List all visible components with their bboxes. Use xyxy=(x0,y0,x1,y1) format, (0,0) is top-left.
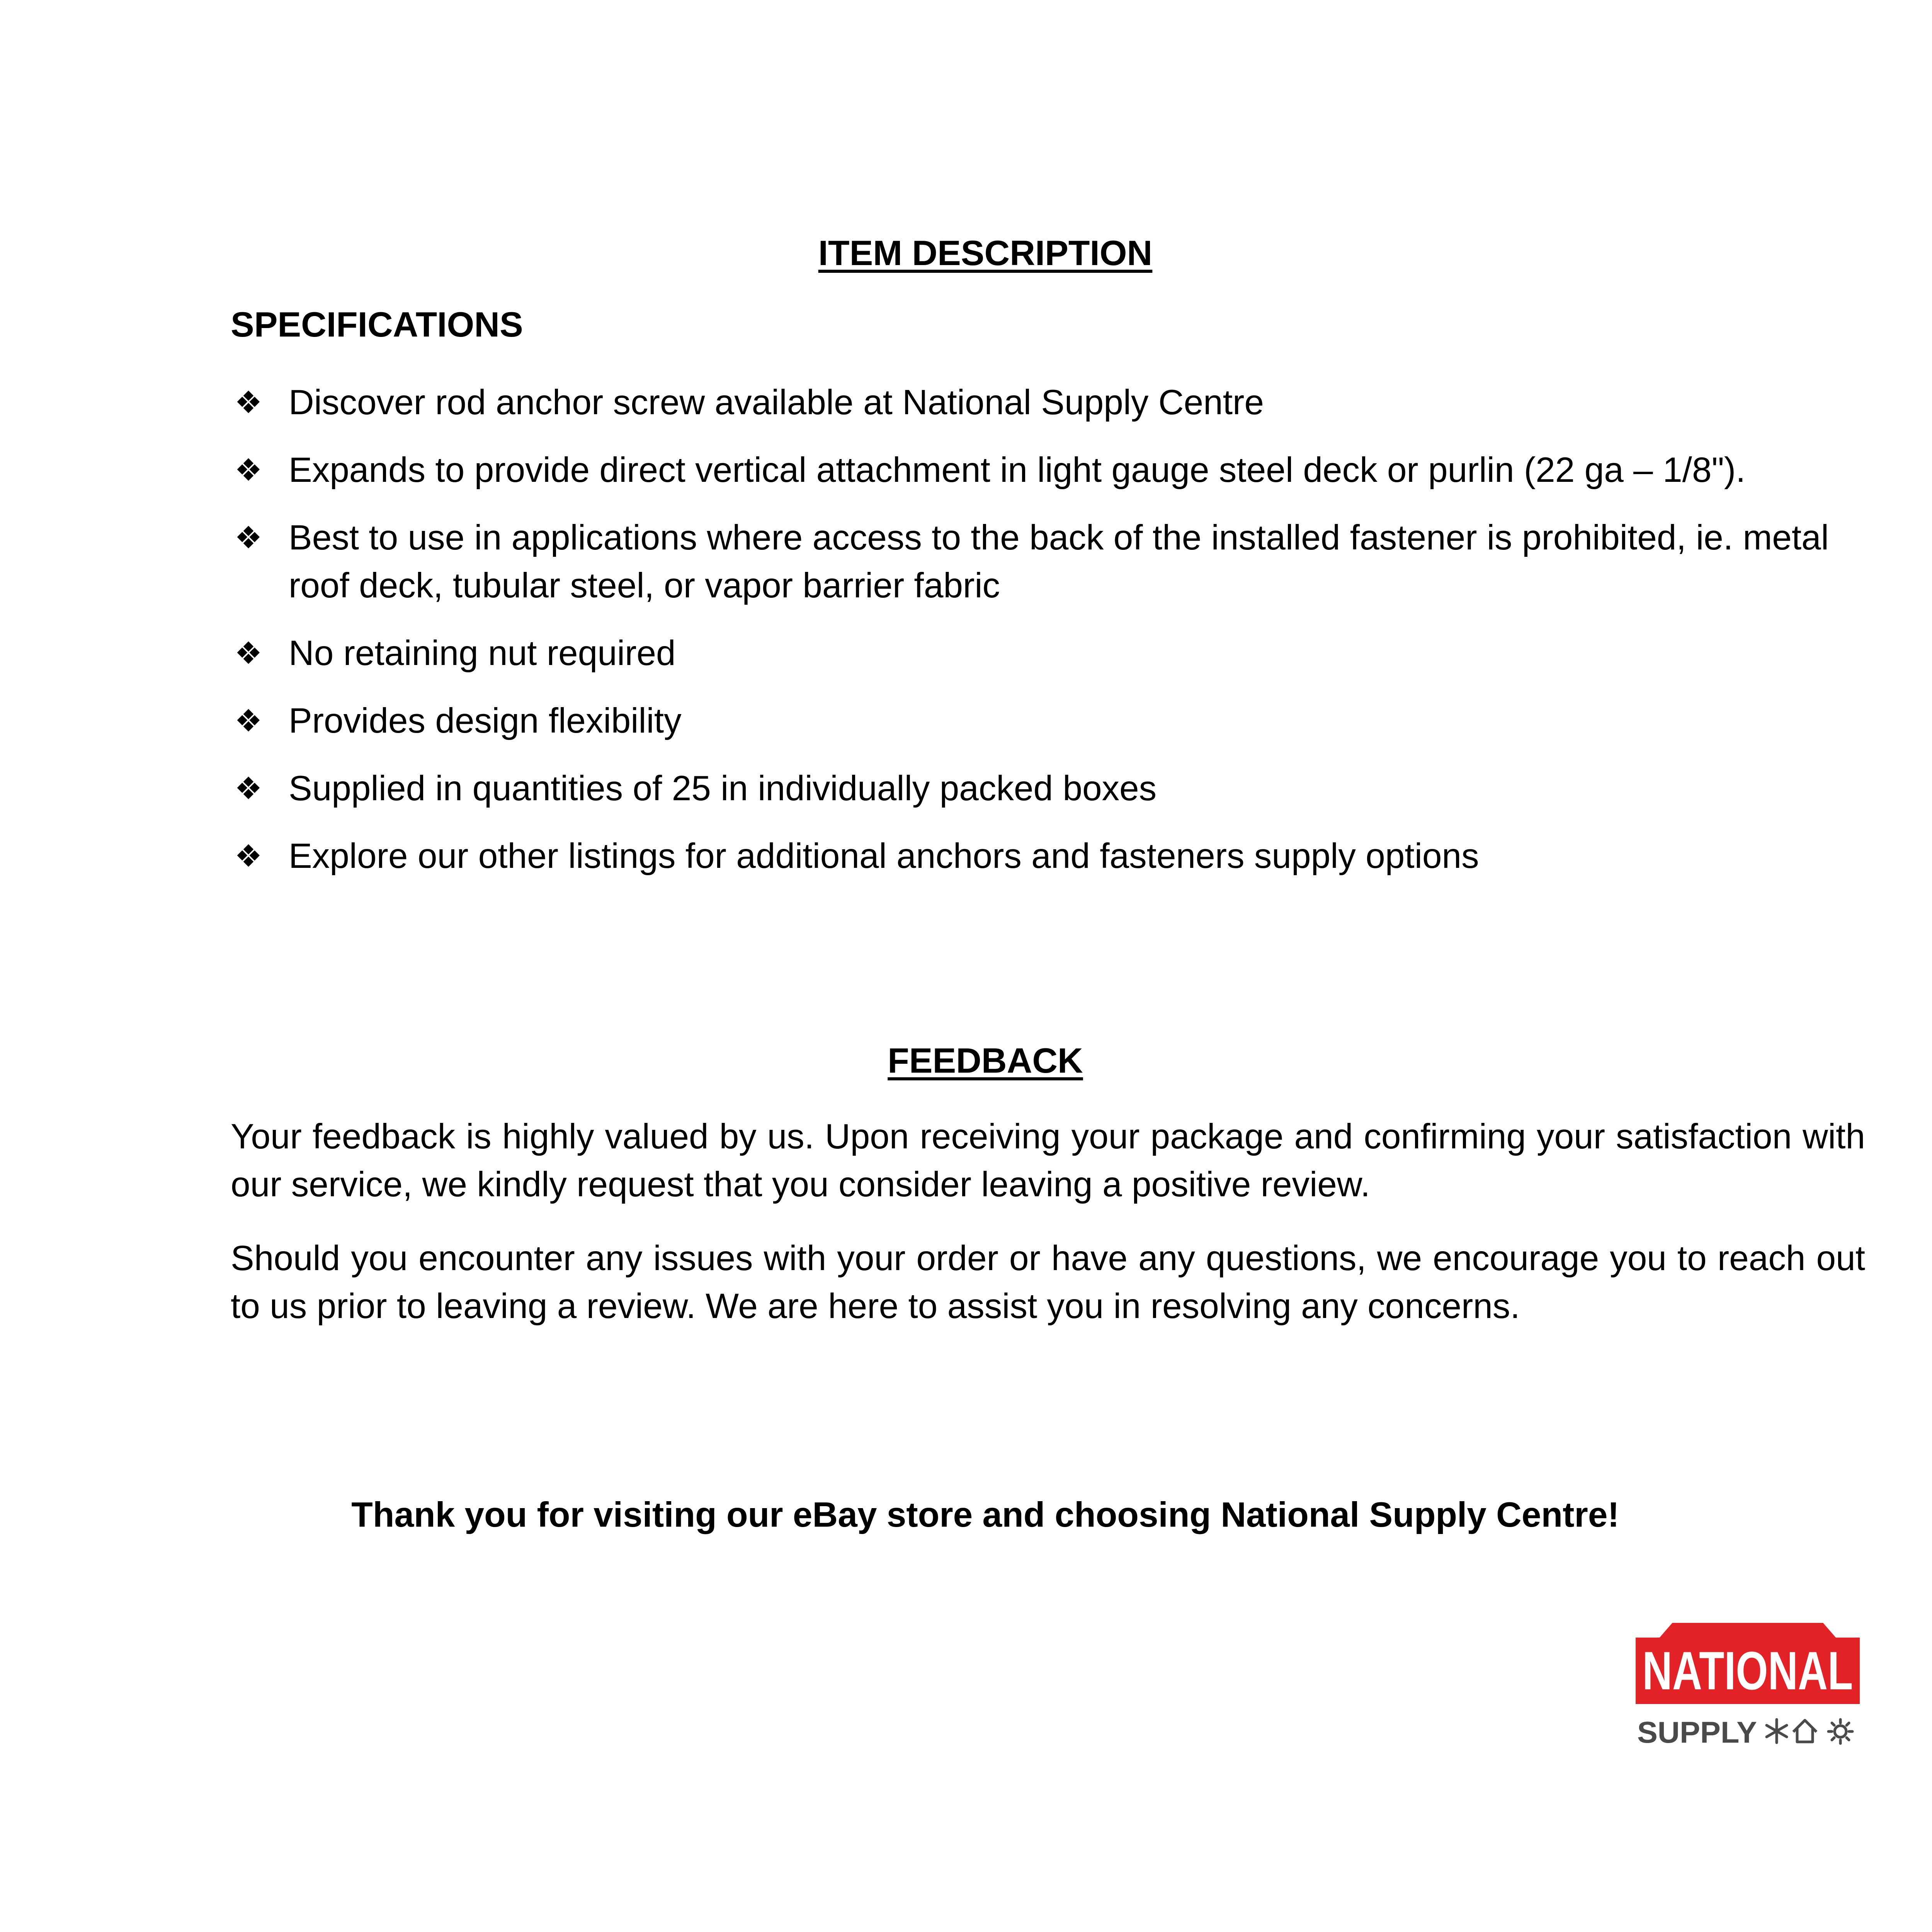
feedback-paragraph-1: Your feedback is highly valued by us. Upon receiving your package and confirming your satisfaction with our service, we kindly request that you consider leaving a positive review. xyxy=(231,1117,1865,1204)
house-icon xyxy=(1793,1720,1816,1742)
bullet-text: Provides design flexibility xyxy=(289,701,682,740)
list-item xyxy=(231,765,1865,813)
bullet-text: Best to use in applications where access to the back of the installed fastener is prohibited, ie. metal roof deck, tubular steel, or vapor barrier fabric xyxy=(289,518,1829,605)
list-item xyxy=(231,832,1865,880)
snowflake-icon xyxy=(1767,1719,1787,1743)
diamond-bullet-icon: ❖ xyxy=(235,452,262,488)
national-supply-logo xyxy=(1636,1623,1860,1750)
diamond-bullet-icon: ❖ xyxy=(235,703,262,739)
list-item xyxy=(231,446,1865,494)
feedback-paragraph-2: Should you encounter any issues with your order or have any questions, we encourage you to reach out to us prior to leaving a review. We are here to assist you in resolving any concerns. xyxy=(231,1239,1865,1326)
diamond-bullet-icon: ❖ xyxy=(235,635,262,671)
specifications-heading: SPECIFICATIONS xyxy=(231,305,523,344)
bullet-text: Expands to provide direct vertical attachment in light gauge steel deck or purlin (22 ga – 1/8"). xyxy=(289,451,1746,490)
list-item xyxy=(231,514,1865,610)
logo-brand-bottom: SUPPLY xyxy=(1637,1715,1757,1749)
bullet-text: No retaining nut required xyxy=(289,634,676,673)
list-item xyxy=(231,629,1865,677)
diamond-bullet-icon: ❖ xyxy=(235,770,262,806)
list-item xyxy=(231,697,1865,745)
logo-brand-top: NATIONAL xyxy=(1642,1640,1853,1701)
sun-icon xyxy=(1828,1719,1852,1743)
item-description-heading: ITEM DESCRIPTION xyxy=(818,234,1153,273)
diamond-bullet-icon: ❖ xyxy=(235,838,262,874)
specifications-list xyxy=(231,379,1865,900)
bullet-text: Explore our other listings for additional anchors and fasteners supply options xyxy=(289,837,1479,876)
thank-you-message: Thank you for visiting our eBay store and choosing National Supply Centre! xyxy=(351,1495,1619,1534)
bullet-text: Discover rod anchor screw available at National Supply Centre xyxy=(289,383,1264,422)
diamond-bullet-icon: ❖ xyxy=(235,520,262,556)
list-item xyxy=(231,379,1865,427)
feedback-heading: FEEDBACK xyxy=(888,1041,1083,1080)
bullet-text: Supplied in quantities of 25 in individually packed boxes xyxy=(289,769,1157,808)
diamond-bullet-icon: ❖ xyxy=(235,384,262,420)
